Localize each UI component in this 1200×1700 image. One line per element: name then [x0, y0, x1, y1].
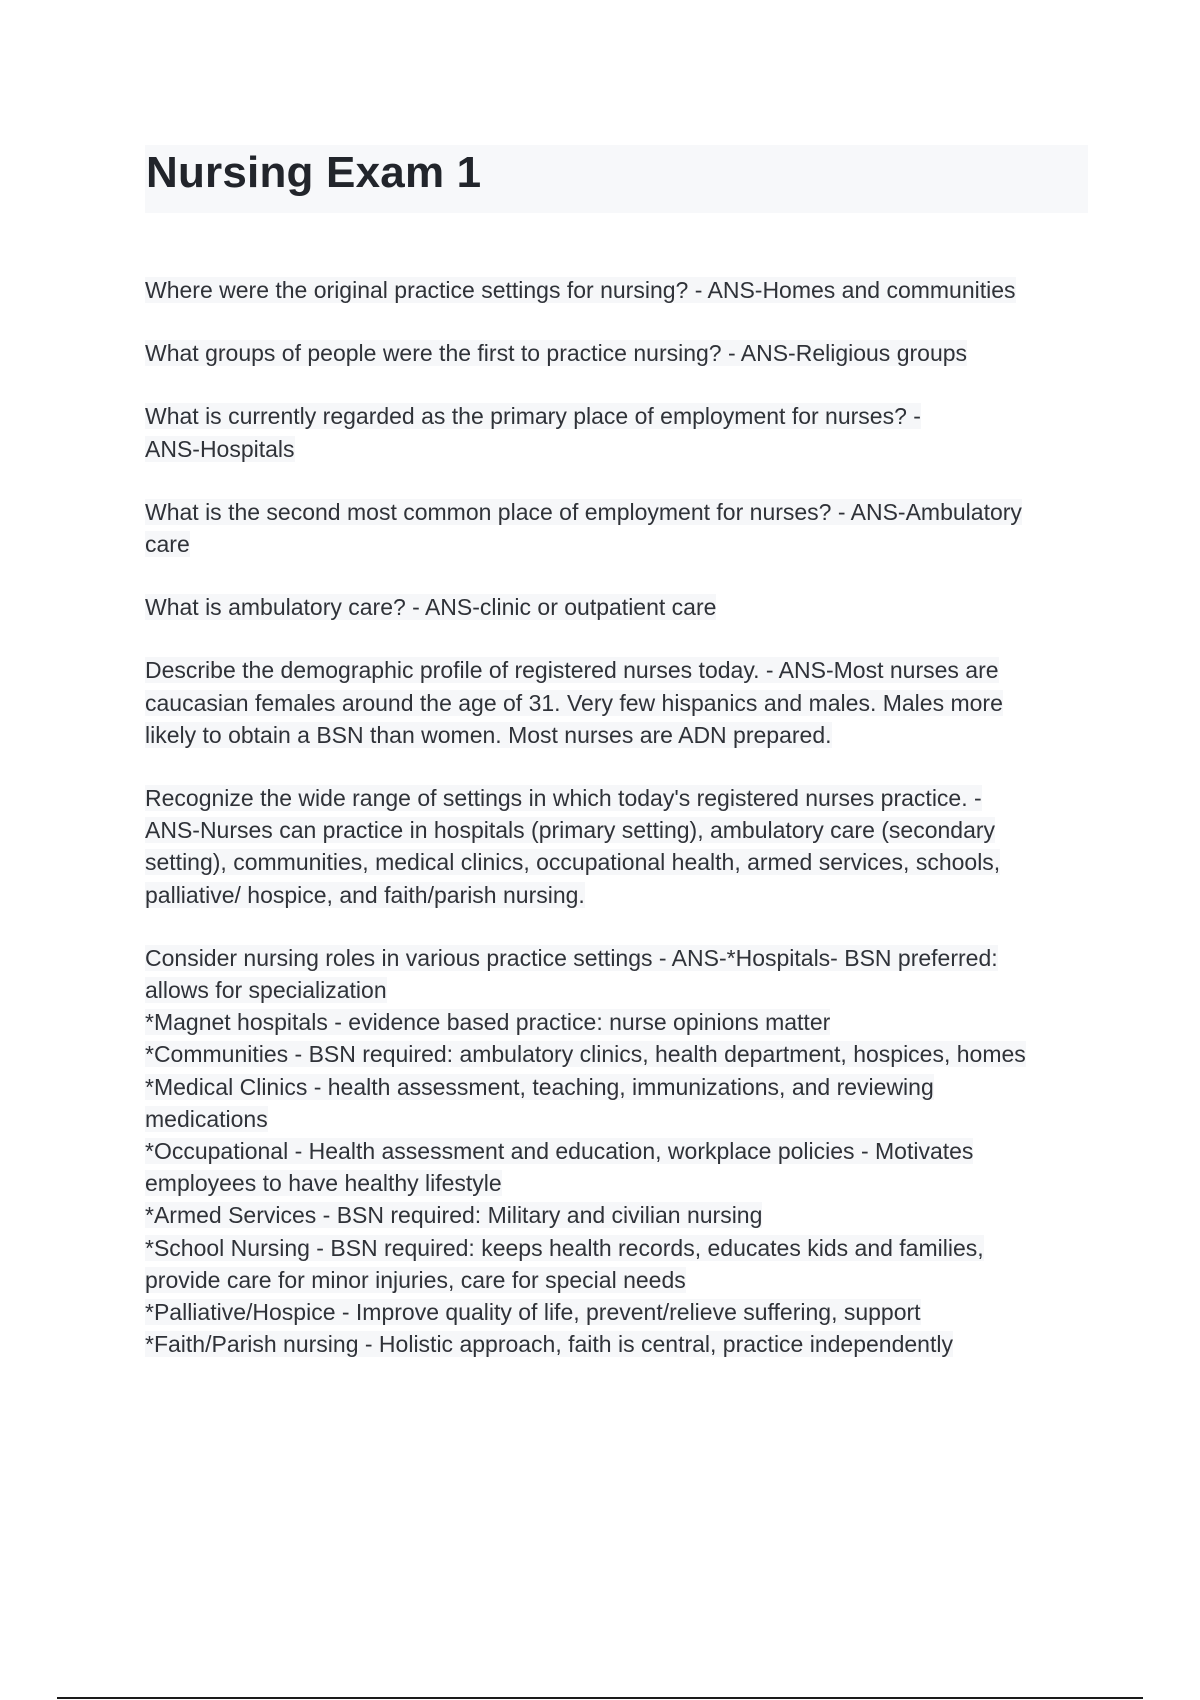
- qa-line: care: [145, 531, 190, 558]
- qa-line: ANS-Nurses can practice in hospitals (primary setting), ambulatory care (secondary: [145, 817, 996, 844]
- qa-item: [145, 782, 1095, 911]
- qa-line: *Palliative/Hospice - Improve quality of life, prevent/relieve suffering, support: [145, 1299, 921, 1326]
- qa-line: setting), communities, medical clinics, occupational health, armed services, schools,: [145, 849, 1001, 876]
- qa-line: What is currently regarded as the primary place of employment for nurses? -: [145, 403, 921, 430]
- qa-line: *Armed Services - BSN required: Military and civilian nursing: [145, 1202, 763, 1229]
- qa-list: [145, 274, 1095, 1391]
- qa-line: *Faith/Parish nursing - Holistic approach, faith is central, practice independently: [145, 1331, 953, 1358]
- page-title: Nursing Exam 1: [146, 148, 482, 197]
- qa-item: [145, 400, 1095, 464]
- qa-line: provide care for minor injuries, care for special needs: [145, 1266, 686, 1293]
- qa-line: What groups of people were the first to practice nursing? - ANS-Religious groups: [145, 340, 968, 367]
- qa-item: [145, 942, 1095, 1361]
- qa-line: ANS-Hospitals: [145, 435, 295, 462]
- qa-line: *Occupational - Health assessment and education, workplace policies - Motivates: [145, 1138, 974, 1165]
- qa-line: *Medical Clinics - health assessment, teaching, immunizations, and reviewing: [145, 1073, 934, 1100]
- qa-line: medications: [145, 1105, 268, 1132]
- footer-divider: [57, 1697, 1143, 1699]
- qa-line: Describe the demographic profile of registered nurses today. - ANS-Most nurses are: [145, 657, 999, 684]
- qa-line: Consider nursing roles in various practice settings - ANS-*Hospitals- BSN preferred:: [145, 944, 998, 971]
- qa-line: likely to obtain a BSN than women. Most nurses are ADN prepared.: [145, 721, 832, 748]
- qa-item: [145, 654, 1095, 751]
- qa-line: allows for specialization: [145, 977, 387, 1004]
- qa-line: employees to have healthy lifestyle: [145, 1170, 502, 1197]
- qa-line: What is ambulatory care? - ANS-clinic or outpatient care: [145, 594, 717, 621]
- qa-line: caucasian females around the age of 31. Very few hispanics and males. Males more: [145, 689, 1003, 716]
- qa-line: What is the second most common place of employment for nurses? - ANS-Ambulatory: [145, 498, 1022, 525]
- qa-line: palliative/ hospice, and faith/parish nursing.: [145, 881, 585, 908]
- qa-line: Recognize the wide range of settings in which today's registered nurses practice. -: [145, 785, 982, 812]
- qa-line: Where were the original practice settings for nursing? - ANS-Homes and communities: [145, 277, 1016, 303]
- qa-item: [145, 496, 1095, 560]
- qa-item: [145, 591, 1095, 623]
- qa-line: *Magnet hospitals - evidence based practice: nurse opinions matter: [145, 1009, 831, 1036]
- qa-line: *School Nursing - BSN required: keeps health records, educates kids and families,: [145, 1234, 984, 1261]
- qa-line: *Communities - BSN required: ambulatory clinics, health department, hospices, homes: [145, 1041, 1026, 1068]
- qa-item: [145, 337, 1095, 369]
- qa-item: [145, 274, 1095, 306]
